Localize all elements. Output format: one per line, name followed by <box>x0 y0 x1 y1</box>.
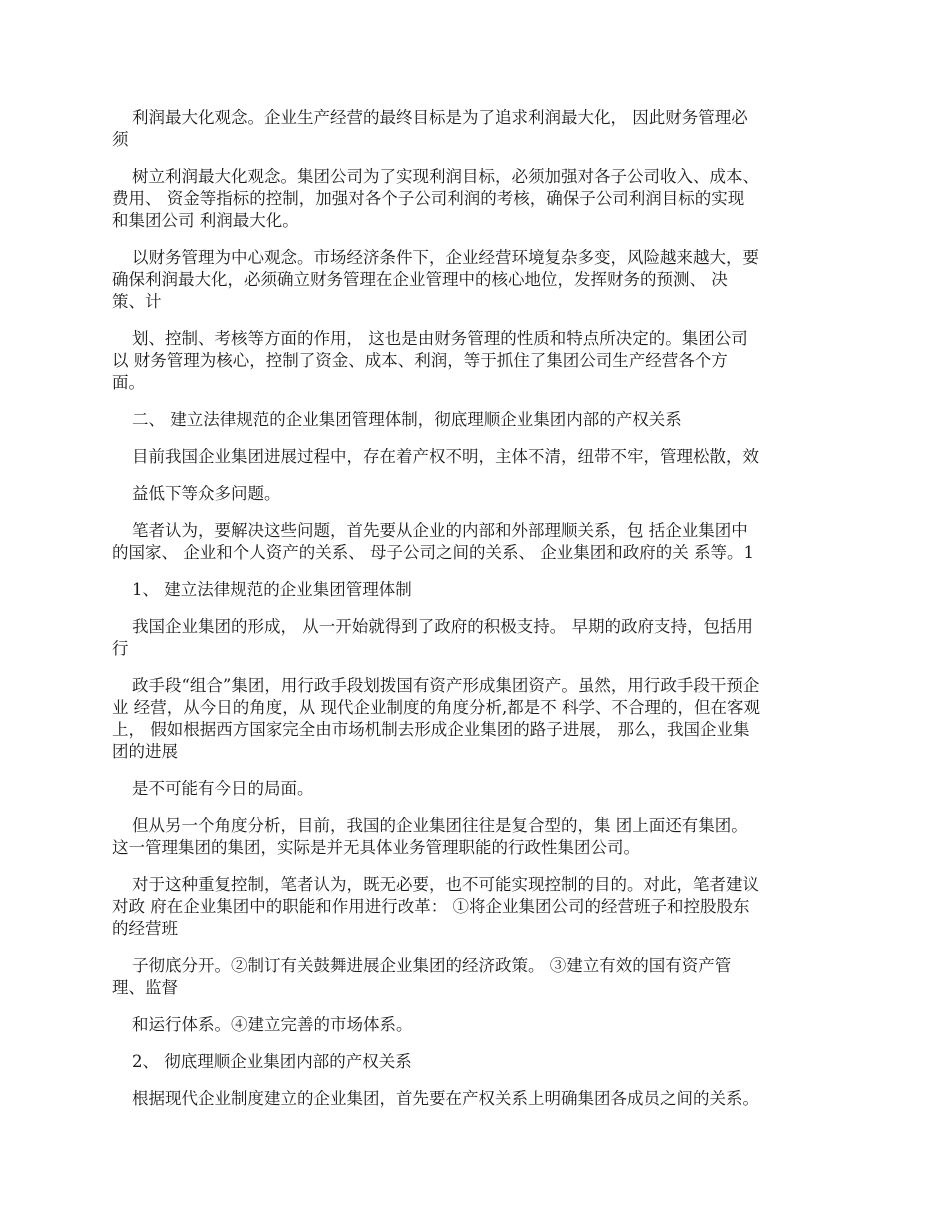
paragraph: 益低下等众多问题。 <box>132 484 281 503</box>
paragraph: 划、控制、考核等方面的作用， 这也是由财务管理的性质和特点所决定的。集团公司 以 财务管理为核心，控制了资金、成本、利润，等于抓住了集团公司生产经营各个方 面。 <box>112 329 748 392</box>
paragraph: 利润最大化观念。企业生产经营的最终目标是为了追求利润最大化， 因此财务管理必 须 <box>112 108 748 149</box>
paragraph: 根据现代企业制度建立的企业集团，首先要在产权关系上明确集团各成员之间的关系。 <box>132 1089 759 1108</box>
paragraph: 子彻底分开。②制订有关鼓舞进展企业集团的经济政策。 ③建立有效的国有资产管 理、监督 <box>112 956 732 997</box>
paragraph: 以财务管理为中心观念。市场经济条件下，企业经营环境复杂多变，风险越来越大，要 确保利润最大化，必须确立财务管理在企业管理中的核心地位，发挥财务的预测、 决 策、计 <box>112 248 759 311</box>
section-heading: 二、 建立法律规范的企业集团管理体制，彻底理顺企业集团内部的产权关系 <box>132 410 682 429</box>
paragraph: 目前我国企业集团进展过程中，存在着产权不明，主体不清，纽带不牢，管理松散，效 <box>132 447 759 466</box>
subsection-heading: 2、 彻底理顺企业集团内部的产权关系 <box>132 1052 412 1071</box>
paragraph: 我国企业集团的形成， 从一开始就得到了政府的积极支持。 早期的政府支持，包括用 行 <box>112 617 753 658</box>
paragraph: 政手段“组合”集团，用行政手段划拨国有资产形成集团资产。虽然，用行政手段干预企 业 经营，从今日的角度，从 现代企业制度的角度分析,都是不 科学、不合理的，但在客观 上， 假如根据西方国家完全由市场机制去形成企业集团的路子进展， 那么，我国企业集 团的进展 <box>112 676 760 761</box>
paragraph: 和运行体系。④建立完善的市场体系。 <box>132 1015 413 1034</box>
document-body <box>112 107 844 1125</box>
paragraph: 但从另一个角度分析，目前，我国的企业集团往往是复合型的，集 团上面还有集团。 这一管理集团的集团，实际是并无具体业务管理职能的行政性集团公司。 <box>112 816 748 857</box>
paragraph: 对于这种重复控制，笔者认为，既无必要，也不可能实现控制的目的。对此，笔者建议 对政 府在企业集团中的职能和作用进行改革： ①将企业集团公司的经营班子和控股股东 的经营班 <box>112 875 759 938</box>
subsection-heading: 1、 建立法律规范的企业集团管理体制 <box>132 580 412 599</box>
paragraph: 树立利润最大化观念。集团公司为了实现利润目标，必须加强对各子公司收入、成本、 费用、 资金等指标的控制，加强对各个子公司利润的考核，确保子公司利润目标的实现 和集团公司 利润最大化。 <box>112 167 759 230</box>
paragraph: 是不可能有今日的局面。 <box>132 779 314 798</box>
paragraph: 笔者认为，要解决这些问题，首先要从企业的内部和外部理顺关系，包 括企业集团中 的国家、 企业和个人资产的关系、 母子公司之间的关系、 企业集团和政府的关 系等。1 <box>112 521 754 562</box>
